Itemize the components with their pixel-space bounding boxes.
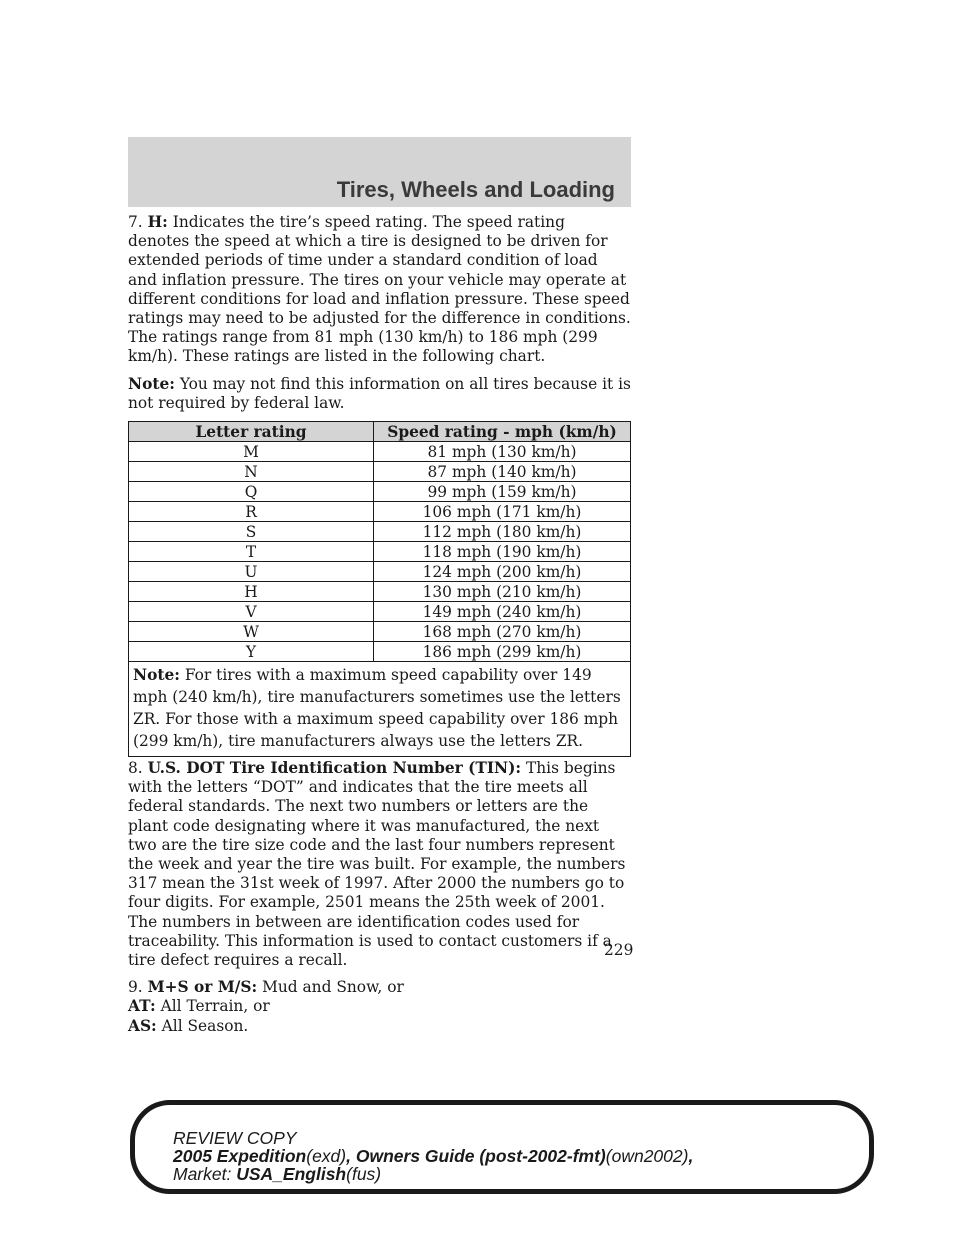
model-code: (exd) [306, 1146, 347, 1166]
separator: , [346, 1146, 356, 1166]
letter-cell: Y [129, 642, 374, 662]
letter-cell: N [129, 462, 374, 482]
item-text: Indicates the tire’s speed rating. The speed rating denotes the speed at which a tire is designed to be driven for extended periods of time under a standard condition of load and inflation pressure. The tires on your vehicle may operate at different conditions for load and inflation pressure. These speed ratings may need to be adjusted for the difference in conditions. The ratings range from 81 mph (130 km/h) to 186 mph (299 km/h). These ratings are listed in the following chart. [128, 213, 631, 366]
item-9-line [128, 978, 631, 997]
note-label: Note: [128, 374, 175, 393]
column-header: Letter rating [129, 422, 374, 442]
item-9-line [128, 997, 631, 1016]
item-text: All Season. [161, 1016, 249, 1035]
speed-cell: 112 mph (180 km/h) [374, 522, 631, 542]
speed-cell: 186 mph (299 km/h) [374, 642, 631, 662]
model-name: 2005 Expedition [173, 1146, 307, 1166]
speed-cell: 99 mph (159 km/h) [374, 482, 631, 502]
item-9-block [128, 978, 631, 1036]
item-text: Mud and Snow, or [262, 978, 404, 997]
item-text: This begins with the letters “DOT” and indicates that the tire meets all federal standards. The next two numbers or letters are the plant code designating where it was manufactured, the next two are the tire size code and the last four numbers represent the week and year the tire was built. For example, the numbers 317 mean the 31st week of 1997. After 2000 the numbers go to four digits. For example, 2501 means the 25th week of 2001. The numbers in between are identification codes used for traceability. This information is used to contact customers if a tire defect requires a recall. [128, 759, 626, 970]
speed-rating-table [128, 421, 631, 757]
table-note-row [129, 662, 631, 757]
table-header-row [129, 422, 631, 442]
table-note-label: Note: [133, 666, 180, 685]
letter-cell: M [129, 442, 374, 462]
item-number: 9. [128, 978, 143, 997]
table-row [129, 602, 631, 622]
speed-cell: 149 mph (240 km/h) [374, 602, 631, 622]
letter-cell: Q [129, 482, 374, 502]
table-note-text: For tires with a maximum speed capability over 149 mph (240 km/h), tire manufacturers sometimes use the letters ZR. For those with a maximum speed capability over 186 mph (299 km/h), tire manufacturers always use the letters ZR. [133, 666, 621, 751]
speed-cell: 106 mph (171 km/h) [374, 502, 631, 522]
item-number: 8. [128, 759, 143, 778]
item-8-paragraph [128, 759, 634, 970]
separator-comma: , [688, 1146, 694, 1166]
review-copy-text [173, 1129, 693, 1183]
letter-cell: W [129, 622, 374, 642]
table-note-cell [129, 662, 631, 757]
table-row [129, 522, 631, 542]
table-row [129, 482, 631, 502]
speed-cell: 130 mph (210 km/h) [374, 582, 631, 602]
review-copy-label: REVIEW COPY [173, 1128, 297, 1148]
note-text: You may not find this information on all tires because it is not required by federal law. [128, 374, 631, 412]
table-row [129, 462, 631, 482]
item-label: U.S. DOT Tire Identification Number (TIN): [147, 759, 522, 778]
item-7-paragraph [128, 213, 631, 367]
market-code: (fus) [346, 1164, 382, 1184]
letter-cell: H [129, 582, 374, 602]
item-label: M+S or M/S: [147, 978, 258, 997]
item-label: AT: [128, 997, 156, 1016]
item-9-line [128, 1017, 631, 1036]
section-title: Tires, Wheels and Loading [336, 177, 615, 202]
speed-cell: 168 mph (270 km/h) [374, 622, 631, 642]
review-copy-line3 [173, 1165, 693, 1183]
item-label: H: [147, 213, 168, 231]
review-copy-box [130, 1100, 874, 1194]
guide-code: (own2002) [605, 1146, 689, 1166]
market-label: Market: [173, 1164, 232, 1184]
speed-cell: 87 mph (140 km/h) [374, 462, 631, 482]
review-copy-line2 [173, 1147, 693, 1165]
page-number: 229 [604, 941, 634, 959]
item-text: All Terrain, or [160, 997, 270, 1016]
speed-cell: 124 mph (200 km/h) [374, 562, 631, 582]
letter-cell: S [129, 522, 374, 542]
market-name: USA_English [236, 1164, 347, 1184]
speed-cell: 81 mph (130 km/h) [374, 442, 631, 462]
item-number: 7. [128, 213, 143, 231]
table-row [129, 622, 631, 642]
table-row [129, 642, 631, 662]
table-row [129, 502, 631, 522]
letter-cell: V [129, 602, 374, 622]
letter-cell: U [129, 562, 374, 582]
table-row [129, 562, 631, 582]
table-row [129, 582, 631, 602]
table-row [129, 542, 631, 562]
column-header: Speed rating - mph (km/h) [374, 422, 631, 442]
speed-cell: 118 mph (190 km/h) [374, 542, 631, 562]
section-header-band [128, 137, 631, 207]
table-row [129, 442, 631, 462]
letter-cell: T [129, 542, 374, 562]
page-content [128, 213, 634, 1036]
note-paragraph [128, 375, 631, 413]
item-label: AS: [128, 1016, 157, 1035]
letter-cell: R [129, 502, 374, 522]
guide-name: Owners Guide (post-2002-fmt) [355, 1146, 606, 1166]
